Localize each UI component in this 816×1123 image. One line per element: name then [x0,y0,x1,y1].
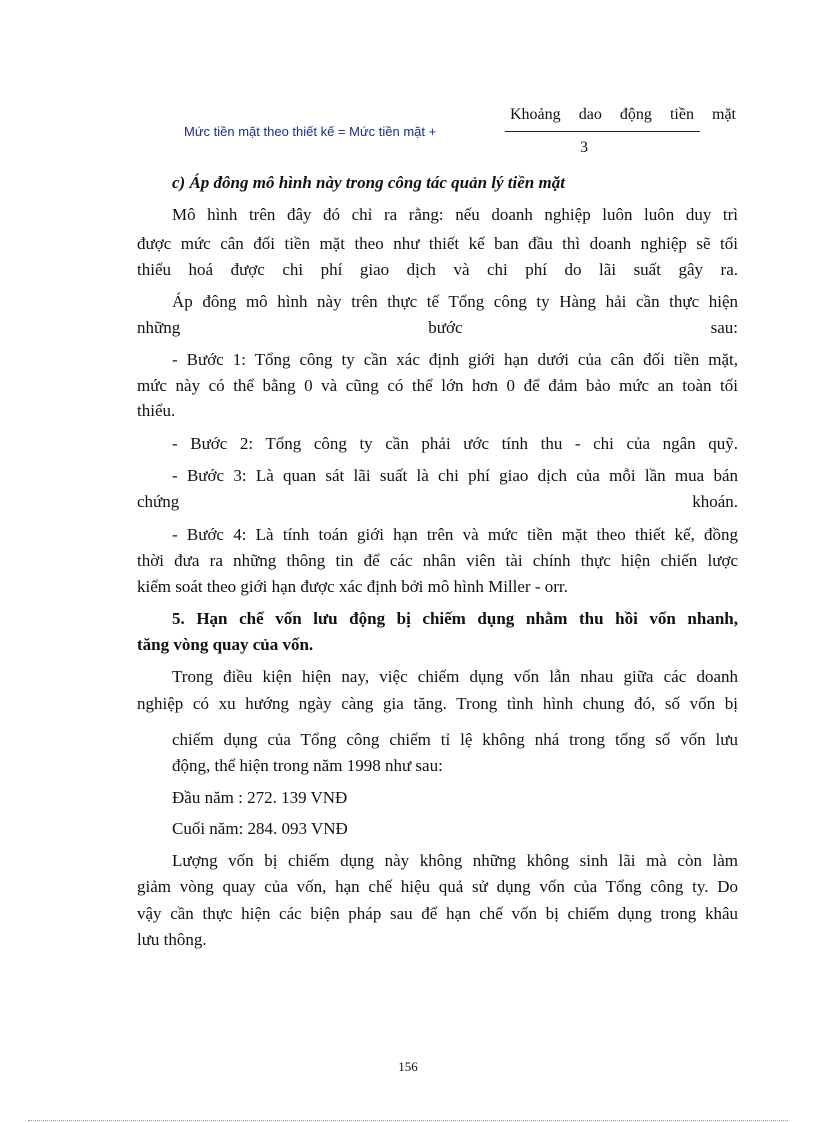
paragraph-line: Lượng vốn bị chiếm dụng này không những không sinh lãi mà còn làm [172,851,738,870]
step-2-line: - Bước 2: Tổng công ty cần phải ước tính thu - chi của ngân quỹ. [172,434,738,453]
paragraph-line: nghiệp có xu hướng ngày càng gia tăng. Trong tình hình chung đó, số vốn bị [137,694,738,713]
step-3-line: - Bước 3: Là quan sát lãi suất là chi phí giao dịch của mỗi lần mua bán [172,466,738,485]
step-4-line: kiểm soát theo giới hạn được xác định bởi mô hình Miller - orr. [137,577,568,596]
step-3-line: chứng khoán. [137,492,738,511]
end-of-year-value: Cuối năm: 284. 093 VNĐ [172,819,348,838]
paragraph-line: Áp đông mô hình này trên thực tế Tổng công ty Hàng hải cần thực hiện [172,292,738,311]
step-1-line: thiểu. [137,401,176,420]
step-4-line: thời đưa ra những thông tin để các nhân viên tài chính thực hiện chiến lược [137,551,738,570]
section-heading-5: 5. Hạn chế vốn lưu động bị chiếm dụng nhằm thu hồi vốn nhanh, [172,609,738,628]
paragraph-line: chiếm dụng của Tổng công chiếm tỉ lệ không nhá trong tổng số vốn lưu [172,730,738,749]
section-heading-5: tăng vòng quay của vốn. [137,635,314,654]
paragraph-line: những bước sau: [137,318,738,337]
paragraph-line: Mô hình trên đây đó chỉ ra rằng: nếu doanh nghiệp luôn luôn duy trì [172,205,738,224]
paragraph-line: thiểu hoá được chi phí giao dịch và chi phí do lãi suất gây ra. [137,260,738,279]
step-1-line: mức này có thể bằng 0 và cũng có thể lớn hơn 0 để đảm bảo mức an toàn tối [137,376,738,395]
formula-numerator: Khoảng dao động tiền mặt [510,106,736,123]
paragraph-line: Trong điều kiện hiện nay, việc chiếm dụng vốn lẫn nhau giữa các doanh [172,667,738,686]
paragraph-line: được mức cân đối tiền mặt theo như thiết kế ban đầu thì doanh nghiệp sẽ tối [137,234,738,253]
paragraph-line: vậy cần thực hiện các biện pháp sau để hạn chế vốn bị chiếm dụng trong khâu [137,904,738,923]
formula-fraction-bar [505,131,700,132]
step-1-line: - Bước 1: Tổng công ty cần xác định giới hạn dưới của cân đối tiền mặt, [172,350,738,369]
paragraph-line: động, thể hiện trong năm 1998 như sau: [172,756,443,775]
step-4-line: - Bước 4: Là tính toán giới hạn trên và mức tiền mặt theo thiết kế, đồng [172,525,738,544]
start-of-year-value: Đầu năm : 272. 139 VNĐ [172,788,348,807]
formula-left-side: Mức tiền mặt theo thiết kế = Mức tiền mặt + [184,124,437,139]
section-heading-c: c) Áp đông mô hình này trong công tác quản lý tiền mặt [172,173,565,192]
footer-divider [28,1120,788,1121]
formula-denominator: 3 [580,139,588,156]
paragraph-line: lưu thông. [137,930,207,949]
paragraph-line: giảm vòng quay của vốn, hạn chế hiệu quả sử dụng vốn của Tổng công ty. Do [137,877,738,896]
page-number: 156 [398,1059,418,1074]
